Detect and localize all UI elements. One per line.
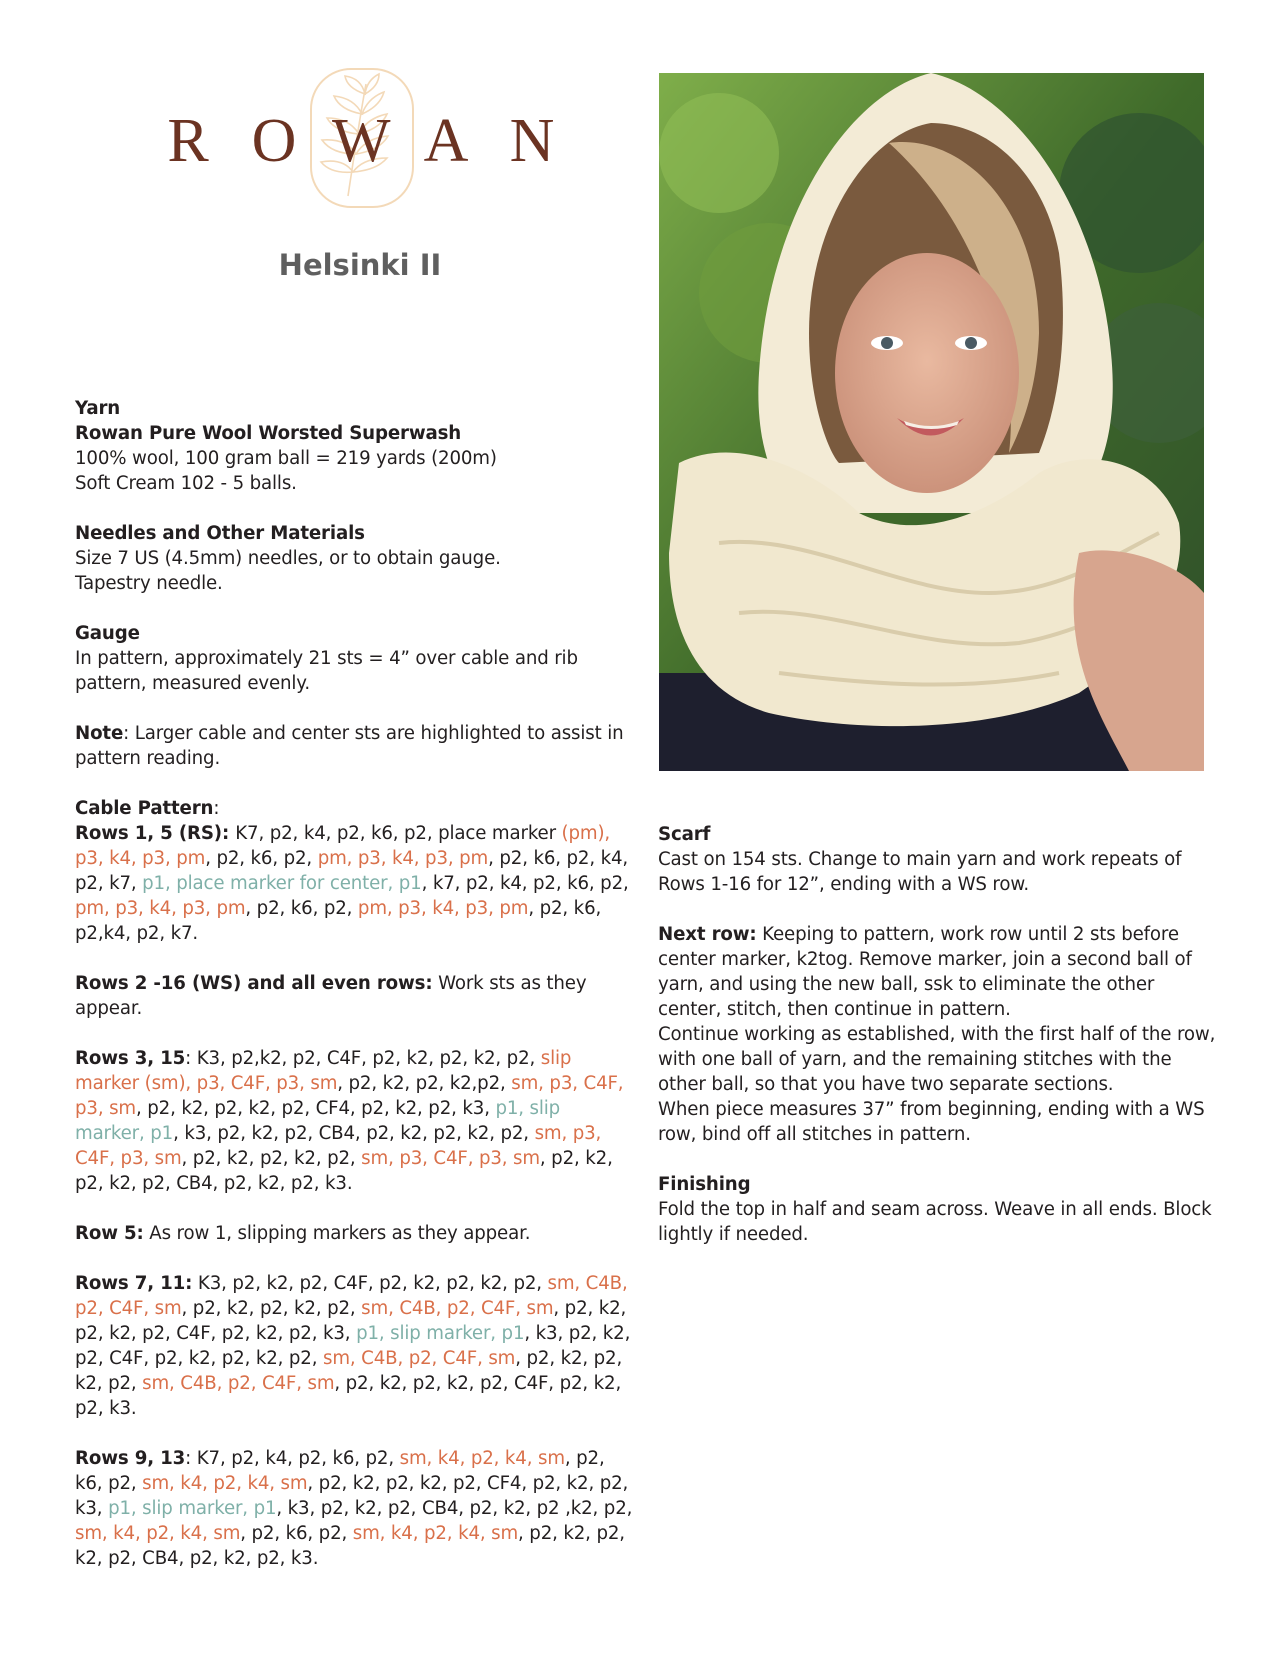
pattern-text: , p2, k2, p2, k2, p2, [181,1298,362,1319]
pattern-text: K7, p2, k4, p2, k6, p2, place marker [235,823,562,844]
note-label: Note [75,723,124,744]
pattern-text: , p2, k6, p2, [205,848,318,869]
scarf-section [658,822,1218,897]
finishing-text: Fold the top in half and seam across. Weave in all ends. Block lightly if needed. [658,1199,1212,1245]
rowan-logo [160,62,560,222]
pattern-text: , p2, k2, p2, k2, p2, CF4, p2, k2, p2, k3, [75,1473,629,1519]
yarn-section [75,396,635,496]
note-text: : Larger cable and center sts are highlighted to assist in pattern reading. [75,723,624,769]
center-highlight-text: p1, slip marker, p1 [108,1498,277,1519]
logo-letter: N [509,107,555,175]
cable-highlight-text: sm, k4, p2, k4, sm [75,1523,241,1544]
pattern-text: , p2, k6, p2,k4, p2, k7. [75,898,602,944]
yarn-color: Soft Cream 102 - 5 balls. [75,473,297,494]
yarn-name: Rowan Pure Wool Worsted Superwash [75,423,462,444]
next-row-label: Next row: [658,924,757,945]
pattern-row [75,821,635,946]
gauge-heading: Gauge [75,623,140,644]
pattern-text: As row 1, slipping markers as they appear. [143,1223,531,1244]
pattern-text: , k3, p2, k2, p2, CB4, p2, k2, p2, k2, p2, [173,1123,535,1144]
needles-heading: Needles and Other Materials [75,523,365,544]
cable-pattern-section [75,796,635,1571]
pattern-text: , p2, k6, p2, [245,898,358,919]
pattern-row-label: Row 5: [75,1223,144,1244]
cable-highlight-text: sm, C4B, p2, C4F, sm [75,1273,628,1319]
finishing-heading: Finishing [658,1174,751,1195]
materials-and-pattern-column [75,396,635,1596]
pattern-text: , p2, k2, p2, k2, p2, [75,1348,623,1394]
logo-letter: R [167,107,209,175]
cable-highlight-text: sm, p3, C4F, p3, sm [75,1073,624,1119]
pattern-text: : K7, p2, k4, p2, k6, p2, [185,1448,400,1469]
cable-highlight-text: sm, C4B, p2, C4F, sm [361,1298,554,1319]
pattern-text: , k3, p2, k2, p2, C4F, p2, k2, p2, k2, p2, [75,1323,631,1369]
logo-letter: W [332,107,391,175]
center-highlight-text: p1, place marker for center, p1 [142,873,422,894]
pattern-text: , k3, p2, k2, p2, CB4, p2, k2, p2 ,k2, p2, [276,1498,633,1519]
pattern-row [75,971,635,1021]
cable-highlight-text: sm, p3, C4F, p3, sm [75,1123,602,1169]
cable-highlight-text: sm, k4, p2, k4, sm [399,1448,565,1469]
cable-highlight-text: sm, C4B, p2, C4F, sm [323,1348,516,1369]
pattern-row [75,1221,635,1246]
pattern-text: : K3, p2,k2, p2, C4F, p2, k2, p2, k2, p2, [185,1048,541,1069]
instructions-column [658,822,1218,1272]
next-row-section [658,922,1218,1147]
pattern-rows [75,821,635,1571]
pattern-row-label: Rows 3, 15 [75,1048,186,1069]
scarf-heading: Scarf [658,824,711,845]
pattern-text: , p2, k2, p2, k2,p2, [337,1073,512,1094]
cable-highlight-text: pm, p3, k4, p3, pm [357,898,529,919]
cable-highlight-text: (pm), p3, k4, p3, pm [75,823,611,869]
scarf-cast-on: Cast on 154 sts. Change to main yarn and work repeats of Rows 1-16 for 12”, ending with a WS row. [658,849,1182,895]
cable-highlight-text: sm, k4, p2, k4, sm [142,1473,308,1494]
cable-pattern-heading-colon: : [213,798,220,819]
pattern-text: , p2, k2, p2, k2, p2, [181,1148,362,1169]
pattern-text: , p2, k2, p2, k2, p2, CF4, p2, k2, p2, k3, [135,1098,496,1119]
pattern-row-label: Rows 2 -16 (WS) and all even rows: [75,973,433,994]
gauge-text: In pattern, approximately 21 sts = 4” over cable and rib pattern, measured evenly. [75,648,578,694]
cable-highlight-text: sm, p3, C4F, p3, sm [361,1148,540,1169]
yarn-composition: 100% wool, 100 gram ball = 219 yards (200m) [75,448,497,469]
center-highlight-text: p1, slip marker, p1 [75,1098,561,1144]
cable-highlight-text: slip marker (sm), p3, C4F, p3, sm [75,1048,572,1094]
cable-pattern-heading: Cable Pattern [75,798,214,819]
pattern-text: , p2, k2, p2, k2, p2, CB4, p2, k2, p2, k3. [75,1523,625,1569]
needles-size: Size 7 US (4.5mm) needles, or to obtain gauge. [75,548,501,569]
pattern-text: , k7, p2, k4, p2, k6, p2, [421,873,629,894]
pattern-text: , p2, k6, p2, k4, p2, k7, [75,848,629,894]
needles-section [75,521,635,596]
cable-highlight-text: sm, C4B, p2, C4F, sm [142,1373,335,1394]
pattern-text: K3, p2, k2, p2, C4F, p2, k2, p2, k2, p2, [192,1273,548,1294]
yarn-heading: Yarn [75,398,121,419]
pattern-row [75,1446,635,1571]
cable-highlight-text: pm, p3, k4, p3, pm [75,898,246,919]
pattern-row [75,1046,635,1196]
note-section [75,721,635,771]
gauge-section [75,621,635,696]
continue-text: Continue working as established, with the first half of the row, with one ball of yarn, and the remaining stitches with the other ball, so that you have two separate sections. [658,1024,1216,1095]
cable-highlight-text: pm, p3, k4, p3, pm [317,848,489,869]
logo-letter: O [251,107,297,175]
pattern-title: Helsinki II [278,248,442,282]
bind-off-text: When piece measures 37” from beginning, ending with a WS row, bind off all stitches in pattern. [658,1099,1205,1145]
cable-highlight-text: sm, k4, p2, k4, sm [352,1523,519,1544]
center-highlight-text: p1, slip marker, p1 [356,1323,525,1344]
pattern-row-label: Rows 9, 13 [75,1448,186,1469]
photo-illustration [659,73,1204,771]
pattern-text: , p2, k2, p2, k2, p2, CB4, p2, k2, p2, k3. [75,1148,613,1194]
pattern-text: , p2, k2, p2, k2, p2, C4F, p2, k2, p2, k3. [75,1373,622,1419]
next-row-text: Keeping to pattern, work row until 2 sts before center marker, k2tog. Remove marker, join a second ball of yarn, and using the new ball, ssk to eliminate the other center, stitch, then continue in pattern. [658,924,1192,1020]
logo-letter: A [423,107,469,175]
pattern-row-label: Rows 1, 5 (RS): [75,823,236,844]
pattern-text: , p2, k6, p2, [240,1523,353,1544]
finishing-section [658,1172,1218,1247]
pattern-row [75,1271,635,1421]
pattern-text: Work sts as they appear. [75,973,587,1019]
pattern-row-label: Rows 7, 11: [75,1273,193,1294]
needles-other: Tapestry needle. [75,573,223,594]
brand-wordmark [160,107,560,175]
pattern-text: , p2, k2, p2, k2, p2, C4F, p2, k2, p2, k3, [75,1298,627,1344]
pattern-text: , p2, k6, p2, [75,1448,605,1494]
model-photo [659,73,1204,771]
